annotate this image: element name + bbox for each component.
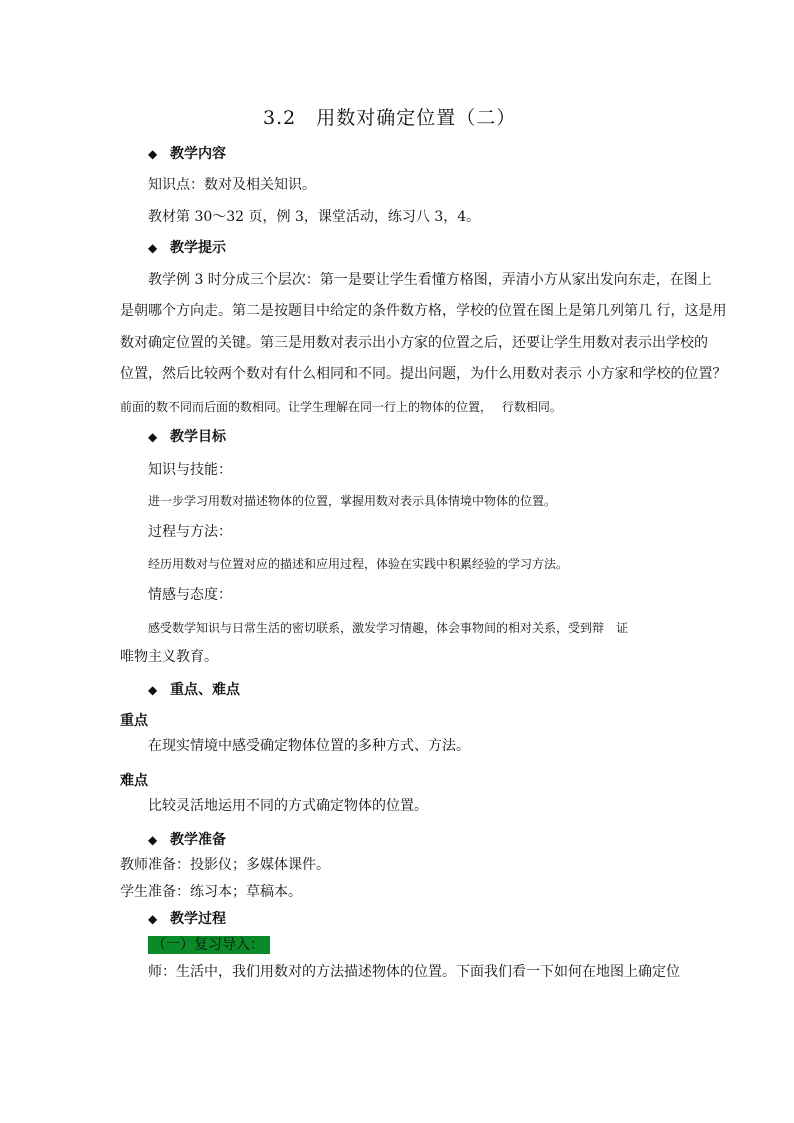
diamond-bullet-icon: ◆: [148, 241, 158, 255]
prep-student: 学生准备：练习本；草稿本。: [120, 884, 302, 900]
page-title: 3.2 用数对确定位置（二）: [263, 107, 517, 129]
goal-subheading-knowledge: 知识与技能：: [148, 462, 232, 478]
hint-line-2: 是朝哪个方向走。第二是按题目中给定的条件数方格，学校的位置在图上是第几列第几 行，这是用: [120, 303, 727, 319]
heading-teaching-goals: ◆ 教学目标: [148, 429, 226, 445]
goal-subheading-process: 过程与方法：: [148, 524, 232, 540]
key-point-text: 在现实情境中感受确定物体位置的多种方式、方法。: [148, 738, 470, 754]
process-step-1: [148, 936, 270, 954]
goal-subheading-attitude: 情感与态度：: [148, 587, 232, 603]
goal-text-attitude-1: 感受数学知识与日常生活的密切联系，激发学习情趣，体会事物间的相对关系，受到辩 证: [148, 621, 629, 635]
hint-line-4: 位置，然后比较两个数对有什么相同和不同。提出问题，为什么用数对表示 小方家和学校的位置？: [120, 366, 727, 382]
diamond-bullet-icon: ◆: [148, 912, 158, 926]
heading-key-points: ◆ 重点、难点: [148, 682, 240, 698]
goal-text-attitude-2: 唯物主义教育。: [120, 649, 218, 665]
heading-teaching-prep: ◆ 教学准备: [148, 832, 226, 848]
process-step-1-highlight: （一）复习导入：: [148, 936, 270, 954]
hint-line-3: 数对确定位置的关键。第三是用数对表示出小方家的位置之后，还要让学生用数对表示出学校的: [120, 335, 708, 351]
hint-line-1: 教学例 3 时分成三个层次：第一是要让学生看懂方格图，弄清小方从家出发向东走，在图上: [148, 272, 712, 288]
heading-teaching-content: ◆ 教学内容: [148, 146, 226, 162]
diamond-bullet-icon: ◆: [148, 833, 158, 847]
content-line-1: 知识点：数对及相关知识。: [148, 177, 316, 193]
key-point-label: 重点: [120, 713, 148, 729]
diamond-bullet-icon: ◆: [148, 683, 158, 697]
content-line-2: 教材第 30～32 页，例 3，课堂活动，练习八 3，4。: [148, 209, 481, 225]
goal-text-knowledge: 进一步学习用数对描述物体的位置，掌握用数对表示具体情境中物体的位置。: [148, 494, 557, 508]
difficulty-text: 比较灵活地运用不同的方式确定物体的位置。: [148, 798, 428, 814]
goal-text-process: 经历用数对与位置对应的描述和应用过程，体验在实践中积累经验的学习方法。: [148, 557, 569, 571]
heading-teaching-process: ◆ 教学过程: [148, 911, 226, 927]
difficulty-label: 难点: [120, 773, 148, 789]
hint-line-5: 前面的数不同而后面的数相同。让学生理解在同一行上的物体的位置， 行数相同。: [120, 400, 562, 414]
diamond-bullet-icon: ◆: [148, 147, 158, 161]
heading-teaching-hint: ◆ 教学提示: [148, 240, 226, 256]
process-text-1: 师：生活中，我们用数对的方法描述物体的位置。下面我们看一下如何在地图上确定位: [148, 964, 680, 980]
prep-teacher: 教师准备：投影仪；多媒体课件。: [120, 857, 330, 873]
diamond-bullet-icon: ◆: [148, 430, 158, 444]
